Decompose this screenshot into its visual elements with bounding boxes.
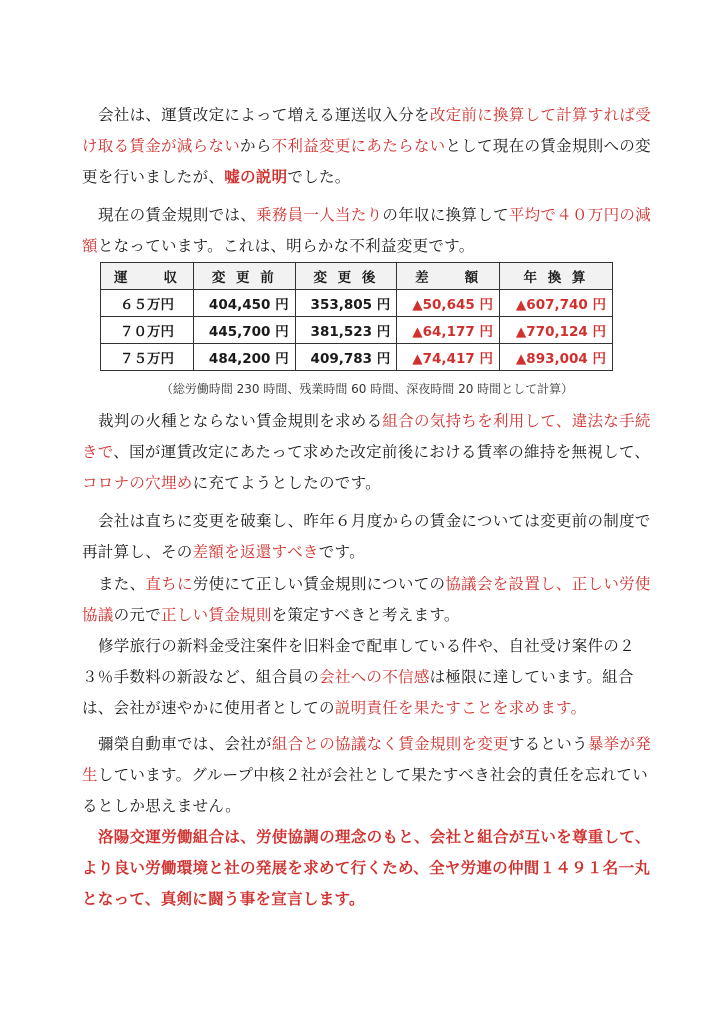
highlighted-text: 平均で４０万円の減額	[82, 206, 652, 255]
highlighted-text: 不利益変更にあたらない	[271, 137, 446, 155]
paragraph-7	[82, 729, 652, 822]
paragraph-text: 会社は直ちに変更を破棄し、昨年６月度からの賃金については変更前の制度で再計算し、その	[82, 512, 651, 561]
paragraph-3	[82, 406, 652, 499]
paragraph-text: 修学旅行の新料金受注案件を旧料金で配車している件や、自社受け案件の２３％手数料の新設など、組合員の	[82, 637, 635, 686]
paragraph-text: 労使にて正しい賃金規則についての	[192, 575, 446, 593]
table-cell: 404,450 円	[194, 290, 296, 317]
table-cell: 445,700 円	[194, 317, 296, 344]
highlighted-text: 洛陽交運労働組合は、労使協調の理念のもと、会社と組合が互いを尊重して、より良い労働環境と社の発展を求めて行くため、全ヤ労連の仲間１４９１名一丸となって、真剣に闘う事を宣言します。	[82, 828, 651, 908]
table-cell: 353,805 円	[295, 290, 397, 317]
paragraph-8-declaration	[82, 822, 652, 915]
highlighted-text: 会社への不信感	[319, 668, 430, 686]
paragraph-text: 現在の賃金規則では、	[98, 206, 257, 224]
table-cell: ▲893,004 円	[499, 344, 612, 371]
paragraph-text: です。	[318, 543, 365, 561]
table-cell: ▲74,417 円	[397, 344, 500, 371]
paragraph-text: するという	[508, 735, 588, 753]
table-row	[101, 317, 613, 344]
paragraph-6	[82, 631, 652, 724]
highlighted-text: 嘘の説明	[224, 168, 288, 186]
header-cell: 変 更 前	[194, 263, 296, 290]
table-cell: 381,523 円	[295, 317, 397, 344]
paragraph-text: でした。	[287, 168, 351, 186]
paragraph-text: に充てようとしたのです。	[192, 474, 381, 492]
paragraph-5	[82, 569, 652, 631]
table-cell: ▲64,177 円	[397, 317, 500, 344]
highlighted-text: 協議会を設置し、正しい労使協議	[82, 575, 651, 624]
paragraph-text: また、	[98, 575, 146, 593]
table-cell: ▲50,645 円	[397, 290, 500, 317]
paragraph-text: の年収に換算して	[382, 206, 509, 224]
paragraph-text: 会社は、運賃改定によって増える運送収入分を	[98, 106, 430, 124]
highlighted-text: 組合との協議なく賃金規則を変更	[271, 735, 509, 753]
header-cell: 変 更 後	[295, 263, 397, 290]
paragraph-text: 裁判の火種とならない賃金規則を求める	[98, 412, 383, 430]
table-cell: ６５万円	[101, 290, 194, 317]
paragraph-text: しています。グループ中核２社が会社として果たすべき社会的責任を忘れているとしか思えません。	[82, 766, 649, 815]
paragraph-4	[82, 506, 652, 568]
highlighted-text: 差額を返還すべき	[192, 543, 319, 561]
table-cell: ７５万円	[101, 344, 194, 371]
wage-comparison-table	[100, 262, 613, 371]
table-note: （総労働時間 230 時間、残業時間 60 時間、深夜時間 20 時間として計算）	[160, 382, 574, 396]
table-header-row	[101, 263, 613, 290]
table-cell: ７０万円	[101, 317, 194, 344]
highlighted-text: 正しい賃金規則	[161, 606, 272, 624]
paragraph-1	[82, 100, 652, 193]
highlighted-text: 直ちに	[145, 575, 193, 593]
paragraph-text: から	[240, 137, 272, 155]
highlighted-text: 乗務員一人当たり	[256, 206, 383, 224]
paragraph-text: の元で	[113, 606, 162, 624]
paragraph-text: となっています。これは、明らかな不利益変更です。	[97, 237, 475, 255]
table-row	[101, 344, 613, 371]
highlighted-text: 組合の気持ちを利用して、違法な手続きで	[82, 412, 651, 461]
highlighted-text: コロナの穴埋め	[82, 474, 193, 492]
header-cell: 差 額	[397, 263, 500, 290]
header-cell: 年 換 算	[499, 263, 612, 290]
highlighted-text: 暴挙が発生	[82, 735, 652, 784]
paragraph-text: 、国が運賃改定にあたって求めた改定前後における賃率の維持を無視して、	[113, 443, 651, 461]
paragraph-text: 彌榮自動車では、会社が	[98, 735, 272, 753]
highlighted-text: 改定前に換算して計算すれば受け取る賃金が減らない	[82, 106, 652, 155]
paragraph-text: は極限に達しています。組合は、会社が速やかに使用者としての	[82, 668, 634, 717]
table-cell: 409,783 円	[295, 344, 397, 371]
highlighted-text: 説明責任を果たすことを求めます。	[334, 699, 587, 717]
table-cell: ▲770,124 円	[499, 317, 612, 344]
table-cell: ▲607,740 円	[499, 290, 612, 317]
paragraph-text: を策定すべきと考えます。	[271, 606, 460, 624]
paragraph-2	[82, 200, 652, 262]
table-cell: 484,200 円	[194, 344, 296, 371]
table-row	[101, 290, 613, 317]
paragraph-text: として現在の賃金規則への変更を行いましたが、	[82, 137, 651, 186]
header-cell: 運 収	[101, 263, 194, 290]
